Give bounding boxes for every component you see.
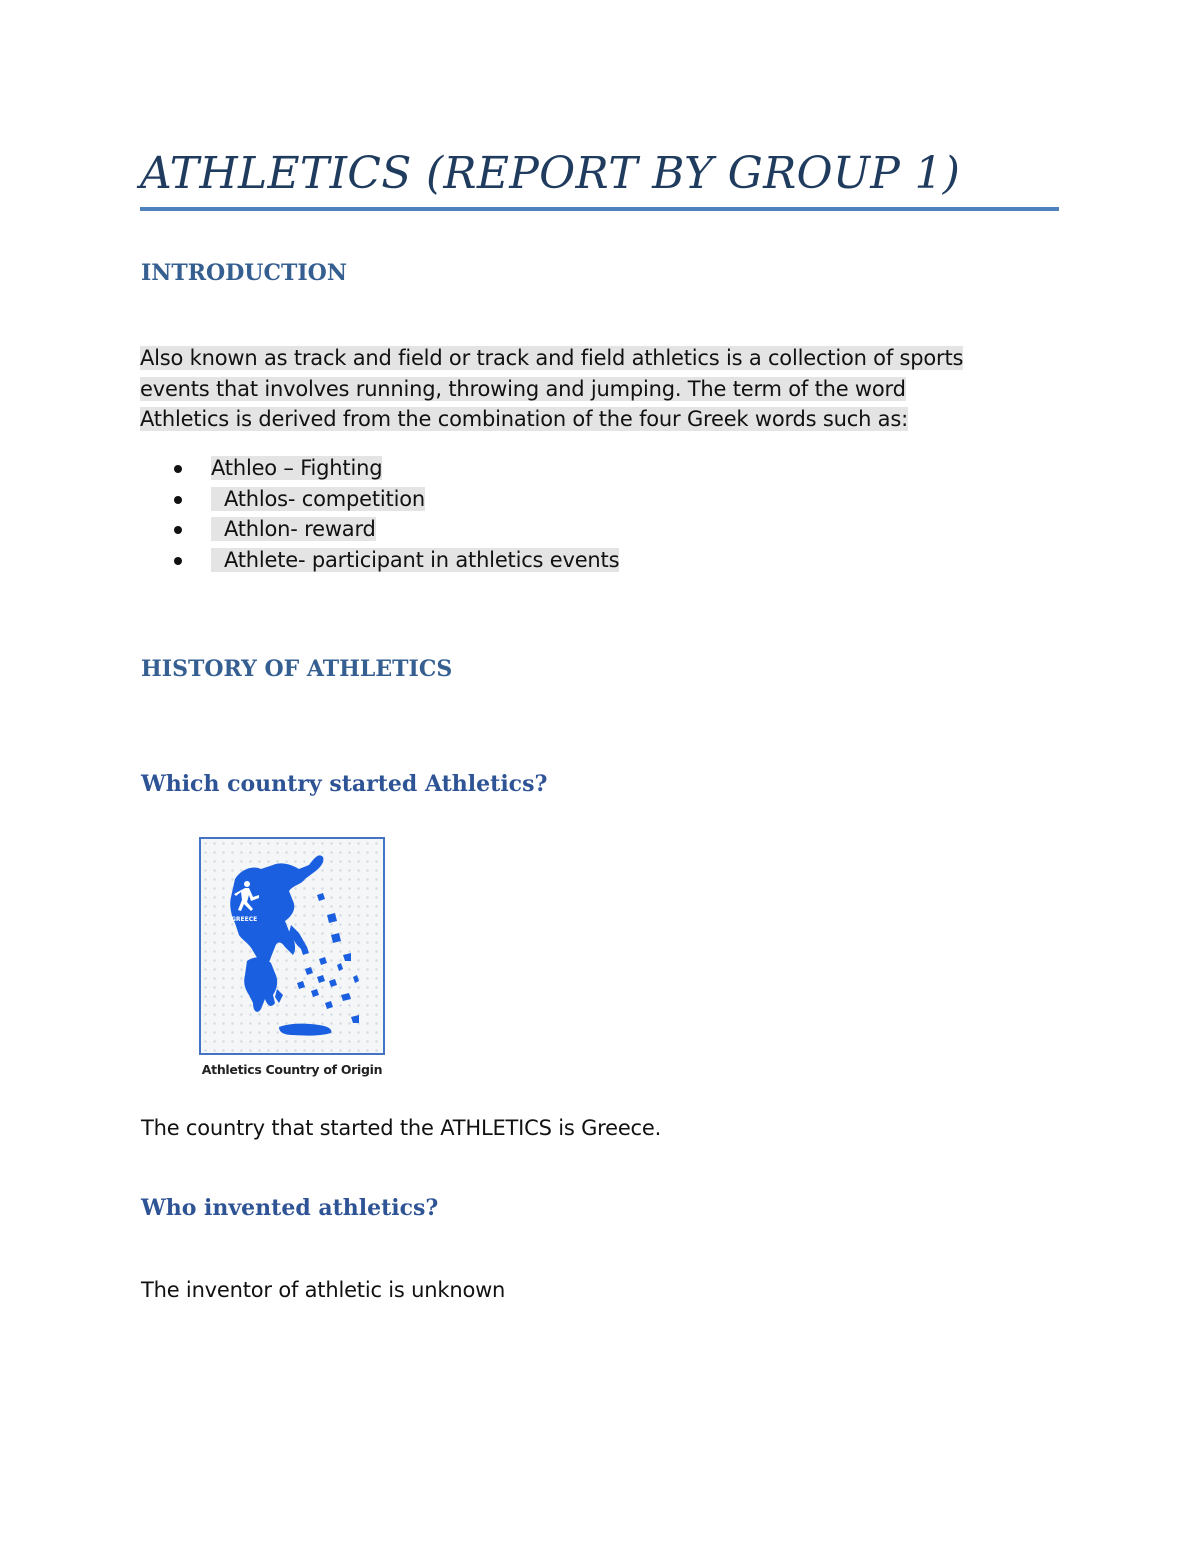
bullet-icon: [174, 496, 182, 504]
inventor-question-heading: Who invented athletics?: [141, 1195, 439, 1221]
introduction-paragraph: [140, 343, 1070, 435]
country-answer-text: The country that started the ATHLETICS is Greece.: [141, 1116, 662, 1140]
figure-caption: Athletics Country of Origin: [201, 1062, 383, 1077]
list-item: Athlete- participant in athletics events: [0, 545, 619, 576]
intro-line-3: Athletics is derived from the combination of the four Greek words such as:: [140, 407, 908, 431]
country-question-heading: Which country started Athletics?: [141, 771, 548, 797]
map-country-label: GREECE: [231, 916, 258, 923]
list-item: Athlos- competition: [0, 484, 619, 515]
bullet-icon: [174, 465, 182, 473]
history-heading: HISTORY OF ATHLETICS: [141, 656, 453, 682]
greece-map-runner-icon: [201, 839, 383, 1053]
bullet-icon: [174, 526, 182, 534]
intro-line-2: events that involves running, throwing and jumping. The term of the word: [140, 376, 906, 401]
bullet-icon: [174, 557, 182, 565]
introduction-heading: INTRODUCTION: [141, 260, 347, 286]
greece-map-figure: [199, 837, 385, 1055]
list-item: Athleo – Fighting: [0, 453, 619, 484]
page-title: ATHLETICS (REPORT BY GROUP 1): [140, 148, 961, 199]
intro-line-1: Also known as track and field or track and field athletics is a collection of sports: [140, 346, 964, 370]
title-underline: [140, 207, 1059, 211]
greek-words-list: [0, 453, 619, 575]
list-item: Athlon- reward: [0, 514, 619, 545]
inventor-answer-text: The inventor of athletic is unknown: [141, 1278, 506, 1302]
